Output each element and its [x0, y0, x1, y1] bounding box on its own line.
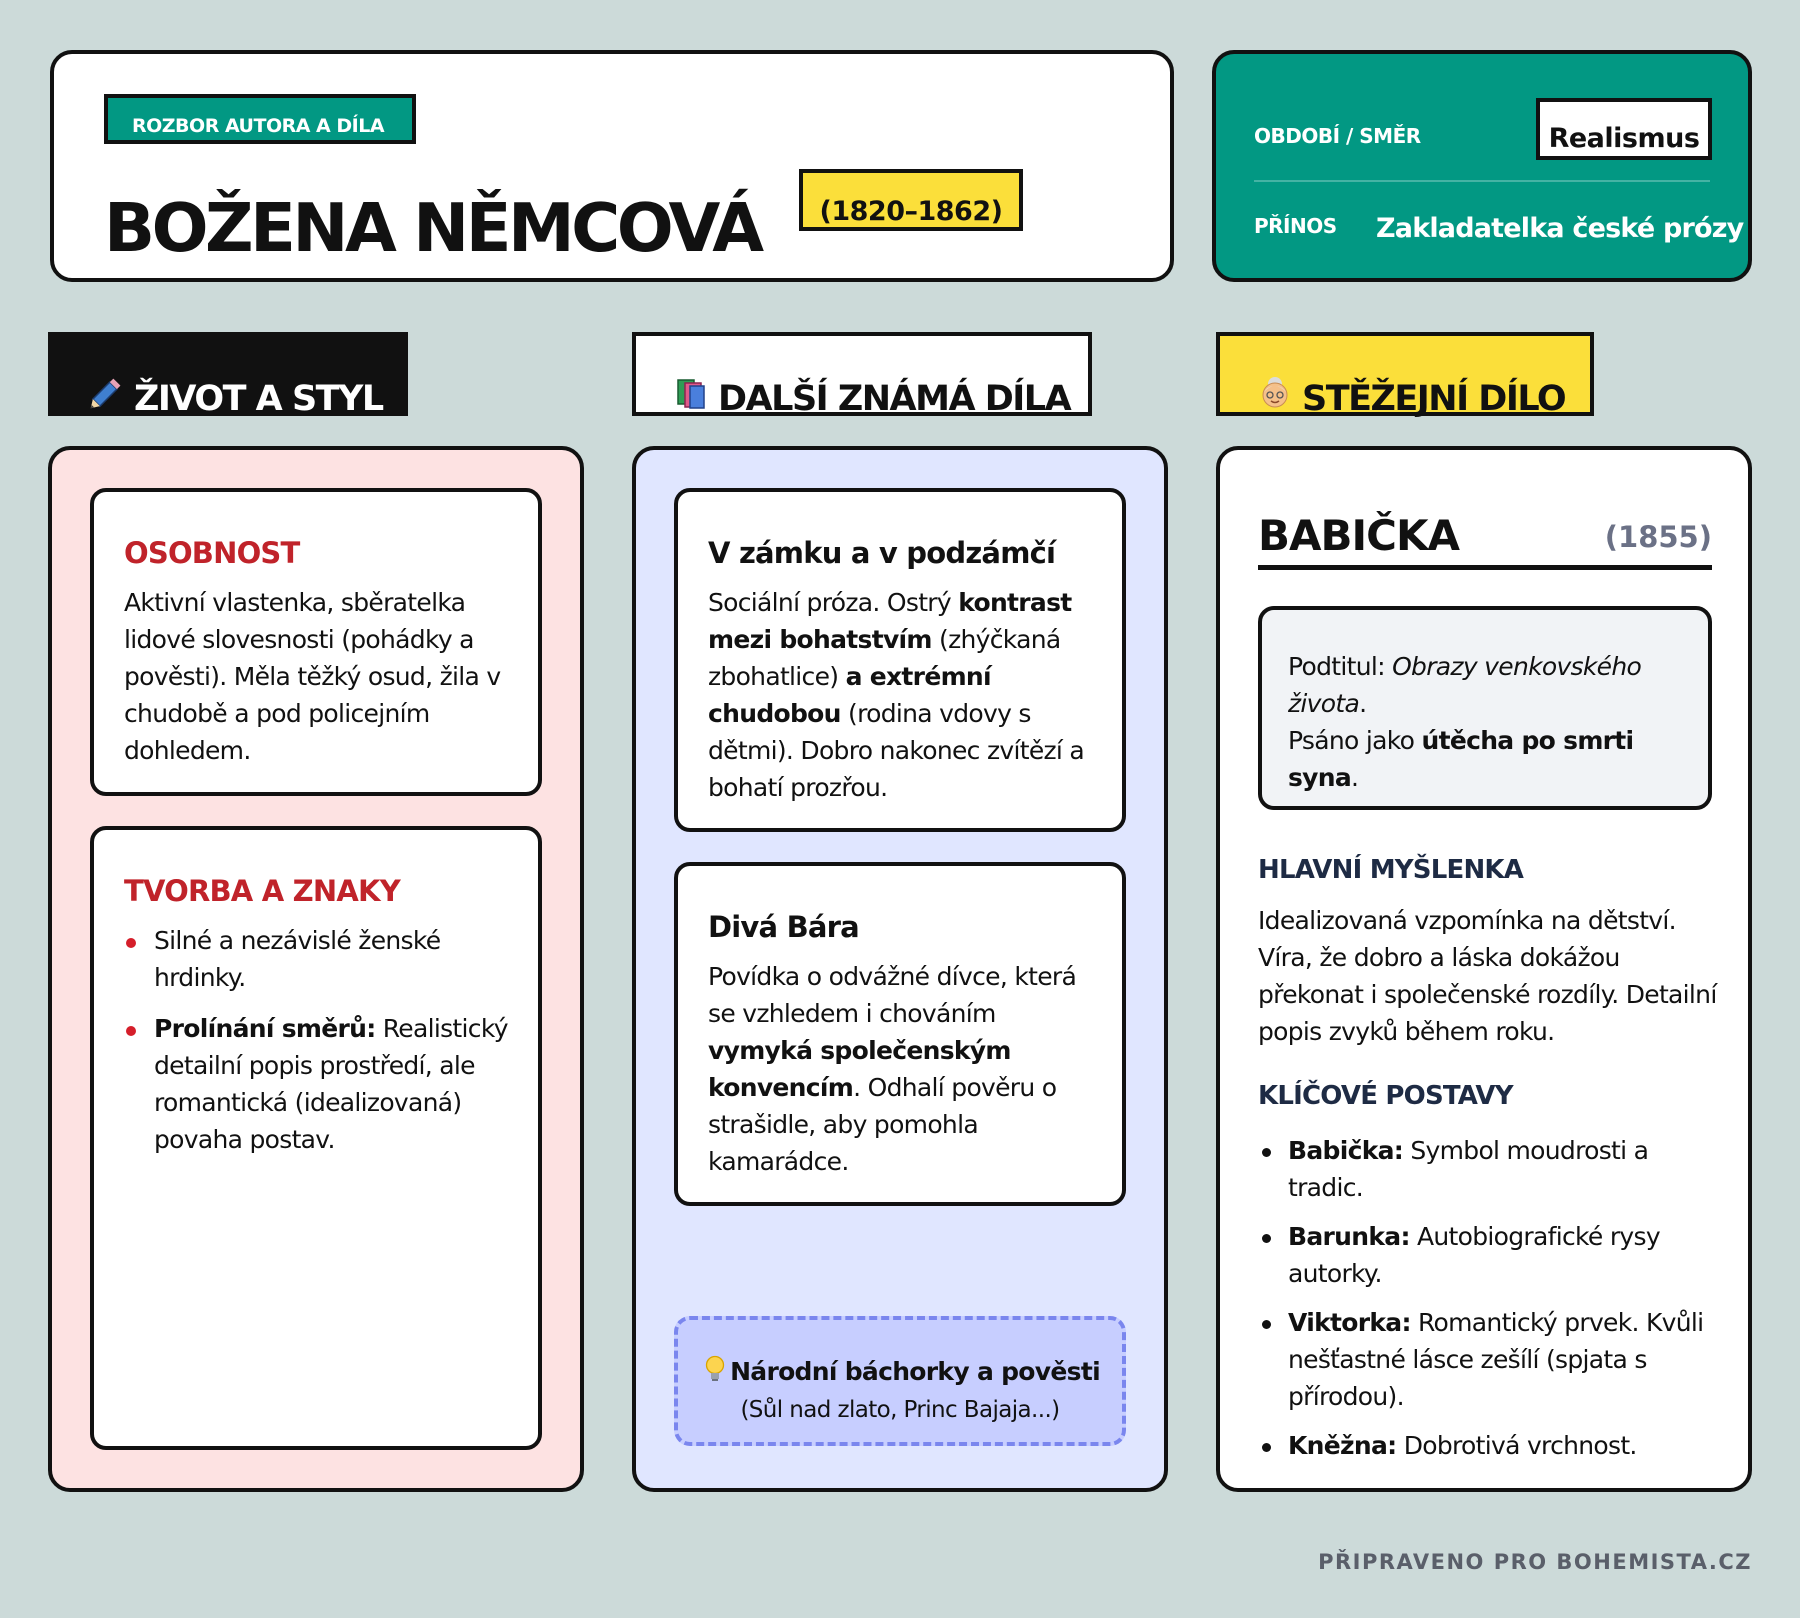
main-work-column	[1216, 446, 1752, 1492]
work-text: Povídka o odvážné dívce, která se vzhledem i chováním vymyká společenským konvencím. Odhalí pověru o strašidle, aby pomohla kamarádce.	[708, 962, 1077, 1176]
info-card	[1212, 50, 1752, 282]
personality-text: Aktivní vlastenka, sběratelka lidové slovesnosti (pohádky a pověsti). Měla těžký osud, žila v chudobě a pod policejním dohledem.	[124, 588, 501, 765]
main-work-title: BABIČKA	[1258, 511, 1460, 560]
list-item: Silné a nezávislé ženské hrdinky.	[124, 922, 508, 996]
section-title-works: DALŠÍ ZNÁMÁ DÍLA	[718, 379, 1071, 419]
list-item: Barunka: Autobiografické rysy autorky.	[1258, 1218, 1718, 1292]
header-card	[50, 50, 1174, 282]
personality-card	[90, 488, 542, 796]
period-value: Realismus	[1536, 98, 1712, 160]
written-line: Psáno jako útěcha po smrti syna.	[1288, 726, 1634, 792]
contribution-value: Zakladatelka české prózy	[1376, 213, 1744, 244]
subtitle-box	[1258, 606, 1712, 810]
work-title: Divá Bára	[708, 910, 859, 944]
list-item: Viktorka: Romantický prvek. Kvůli nešťastné lásce zešílí (spjata s přírodou).	[1258, 1304, 1718, 1415]
work-title: V zámku a v podzámčí	[708, 536, 1056, 570]
idea-title: HLAVNÍ MYŠLENKA	[1258, 855, 1524, 885]
characters-title: KLÍČOVÉ POSTAVY	[1258, 1081, 1513, 1111]
contribution-label: PŘÍNOS	[1254, 214, 1337, 238]
section-title-life: ŽIVOT A STYL	[134, 379, 383, 419]
list-item: Kněžna: Dobrotivá vrchnost.	[1258, 1427, 1718, 1464]
work-text: Sociální próza. Ostrý kontrast mezi bohatstvím (zhýčkaná zbohatlice) a extrémní chudobou (rodina vdovy s dětmi). Dobro nakonec zvítězí a bohatí prozřou.	[708, 588, 1085, 802]
section-head-main	[1216, 332, 1594, 419]
work-card-diva-bara	[674, 862, 1126, 1206]
author-name: BOŽENA NĚMCOVÁ	[104, 189, 761, 267]
note-title: Národní báchorky a pověsti	[678, 1354, 1122, 1393]
section-head-life	[48, 332, 408, 419]
books-icon	[672, 374, 712, 419]
note-subtitle: (Sůl nad zlato, Princ Bajaja...)	[740, 1397, 1060, 1423]
characters-list	[1258, 1132, 1718, 1476]
section-head-works	[632, 332, 1092, 419]
author-years: (1820–1862)	[799, 169, 1023, 231]
lightbulb-icon	[700, 1355, 730, 1393]
section-title-main: STĚŽEJNÍ DÍLO	[1302, 379, 1566, 419]
subtitle-line: Podtitul: Obrazy venkovského života.	[1288, 652, 1642, 718]
work-card-zamek	[674, 488, 1126, 832]
list-item: Babička: Symbol moudrosti a tradic.	[1258, 1132, 1718, 1206]
grandmother-icon	[1256, 374, 1296, 419]
pen-icon	[88, 374, 128, 419]
work-list	[124, 922, 508, 1158]
works-column	[632, 446, 1168, 1492]
analysis-tag: ROZBOR AUTORA A DÍLA	[104, 94, 416, 144]
period-label: OBDOBÍ / SMĚR	[1254, 124, 1421, 148]
fairy-tales-note	[674, 1316, 1126, 1446]
work-title: TVORBA A ZNAKY	[124, 874, 400, 908]
life-column	[48, 446, 584, 1492]
main-work-title-bar	[1258, 512, 1712, 570]
main-work-year: (1855)	[1604, 520, 1712, 554]
list-item: Prolínání směrů: Realistický detailní popis prostředí, ale romantická (idealizovaná) povaha postav.	[124, 1010, 508, 1158]
personality-title: OSOBNOST	[124, 536, 300, 570]
info-divider	[1254, 180, 1710, 182]
idea-text: Idealizovaná vzpomínka na dětství. Víra, že dobro a láska dokážou překonat i společenské rozdíly. Detailní popis zvyků během roku.	[1258, 906, 1717, 1046]
work-card	[90, 826, 542, 1450]
footer-credit: PŘIPRAVENO PRO BOHEMISTA.CZ	[1318, 1550, 1752, 1574]
